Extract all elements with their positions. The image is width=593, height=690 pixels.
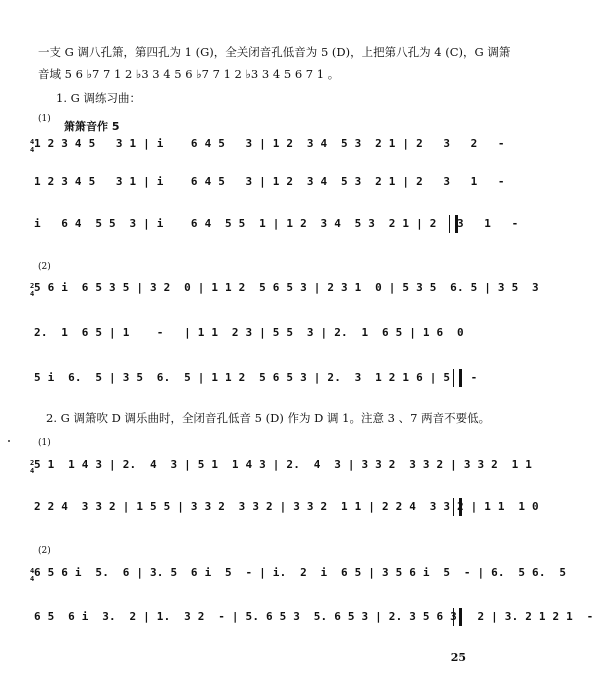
exercise-2-meter: 2 4 xyxy=(30,282,35,298)
exercise-1-heading: 箫箫音作 5 xyxy=(64,120,120,133)
exercise-3-line-2 xyxy=(34,496,539,518)
final-barline xyxy=(449,215,458,233)
exercise-1-line-2: 1 2 3 4 5 3 1 | i 6 4 5 3 | 1 2 3 4 5 3 2 1 | 2 3 1 - xyxy=(34,175,505,188)
final-barline xyxy=(453,369,462,387)
exercise-2-line-3 xyxy=(34,367,478,389)
final-barline xyxy=(453,608,462,626)
exercise-1-line-1: 1 2 3 4 5 3 1 | i 6 4 5 3 | 1 2 3 4 5 3 2 1 | 2 3 2 - xyxy=(34,137,505,150)
exercise-1-meter: 4 4 xyxy=(30,138,35,154)
exercise-2-line-3-text: 5 i 6. 5 | 3 5 6. 5 | 1 1 2 5 6 5 3 | 2. 3 1 2 1 6 | 5 - xyxy=(34,371,478,384)
exercise-3-line-1: 5 1 1 4 3 | 2. 4 3 | 5 1 1 4 3 | 2. 4 3 | 3 3 2 3 3 2 | 3 3 2 1 1 xyxy=(34,458,533,471)
exercise-4-line-1: 6 5 6 i 5. 6 | 3. 5 6 i 5 - | i. 2 i 6 5 | 3 5 6 i 5 - | 6. 5 6. 5 xyxy=(34,566,567,579)
exercise-4-line-2-text: 6 5 6 i 3. 2 | 1. 3 2 - | 5. 6 5 3 5. 6 5 3 | 2. 3 5 6 3. 2 | 3. 2 1 2 1 - xyxy=(34,610,593,623)
intro-line-2: 音域 5 6 ♭7 7 1 2 ♭3 3 4 5 6 ♭7 7 1 2 ♭3 3 4 5 6 7 1 。 xyxy=(38,67,340,81)
exercise-2-label: (2) xyxy=(38,262,51,272)
exercise-1-line-3 xyxy=(34,213,519,235)
margin-dot xyxy=(8,440,10,442)
exercise-1-label: (1) xyxy=(38,114,51,124)
exercise-3-line-2-text: 2 2 4 3 3 2 | 1 5 5 | 3 3 2 3 3 2 | 3 3 2 1 1 | 2 2 4 3 3 2 | 1 1 1 0 xyxy=(34,500,539,513)
exercise-1-line-3-text: i 6 4 5 5 3 | i 6 4 5 5 1 | 1 2 3 4 5 3 2 1 | 2 3 1 - xyxy=(34,217,519,230)
exercise-3-meter: 2 4 xyxy=(30,459,35,475)
final-barline xyxy=(453,498,462,516)
exercise-4-label: (2) xyxy=(38,546,51,556)
intro-line-1: 一支 G 调八孔箫，第四孔为 1 (G)，全关闭音孔低音为 5 (D)，上把第八孔为 4 (C)，G 调箫 xyxy=(38,45,511,59)
exercise-4-line-2 xyxy=(34,606,593,628)
section-1-title: 1. G 调练习曲： xyxy=(56,91,141,105)
exercise-2-line-1: 5 6 i 6 5 3 5 | 3 2 0 | 1 1 2 5 6 5 3 | 2 3 1 0 | 5 3 5 6. 5 | 3 5 3 xyxy=(34,281,539,294)
exercise-2-line-2: 2. 1 6 5 | 1 - | 1 1 2 3 | 5 5 3 | 2. 1 6 5 | 1 6 0 xyxy=(34,326,464,339)
section-2-title: 2. G 调箫吹 D 调乐曲时，全闭音孔低音 5 (D) 作为 D 调 1。注意 3 、7 两音不要低。 xyxy=(46,411,491,425)
page-number: 25 xyxy=(450,651,466,664)
exercise-4-meter: 4 4 xyxy=(30,567,35,583)
exercise-3-label: (1) xyxy=(38,438,51,448)
